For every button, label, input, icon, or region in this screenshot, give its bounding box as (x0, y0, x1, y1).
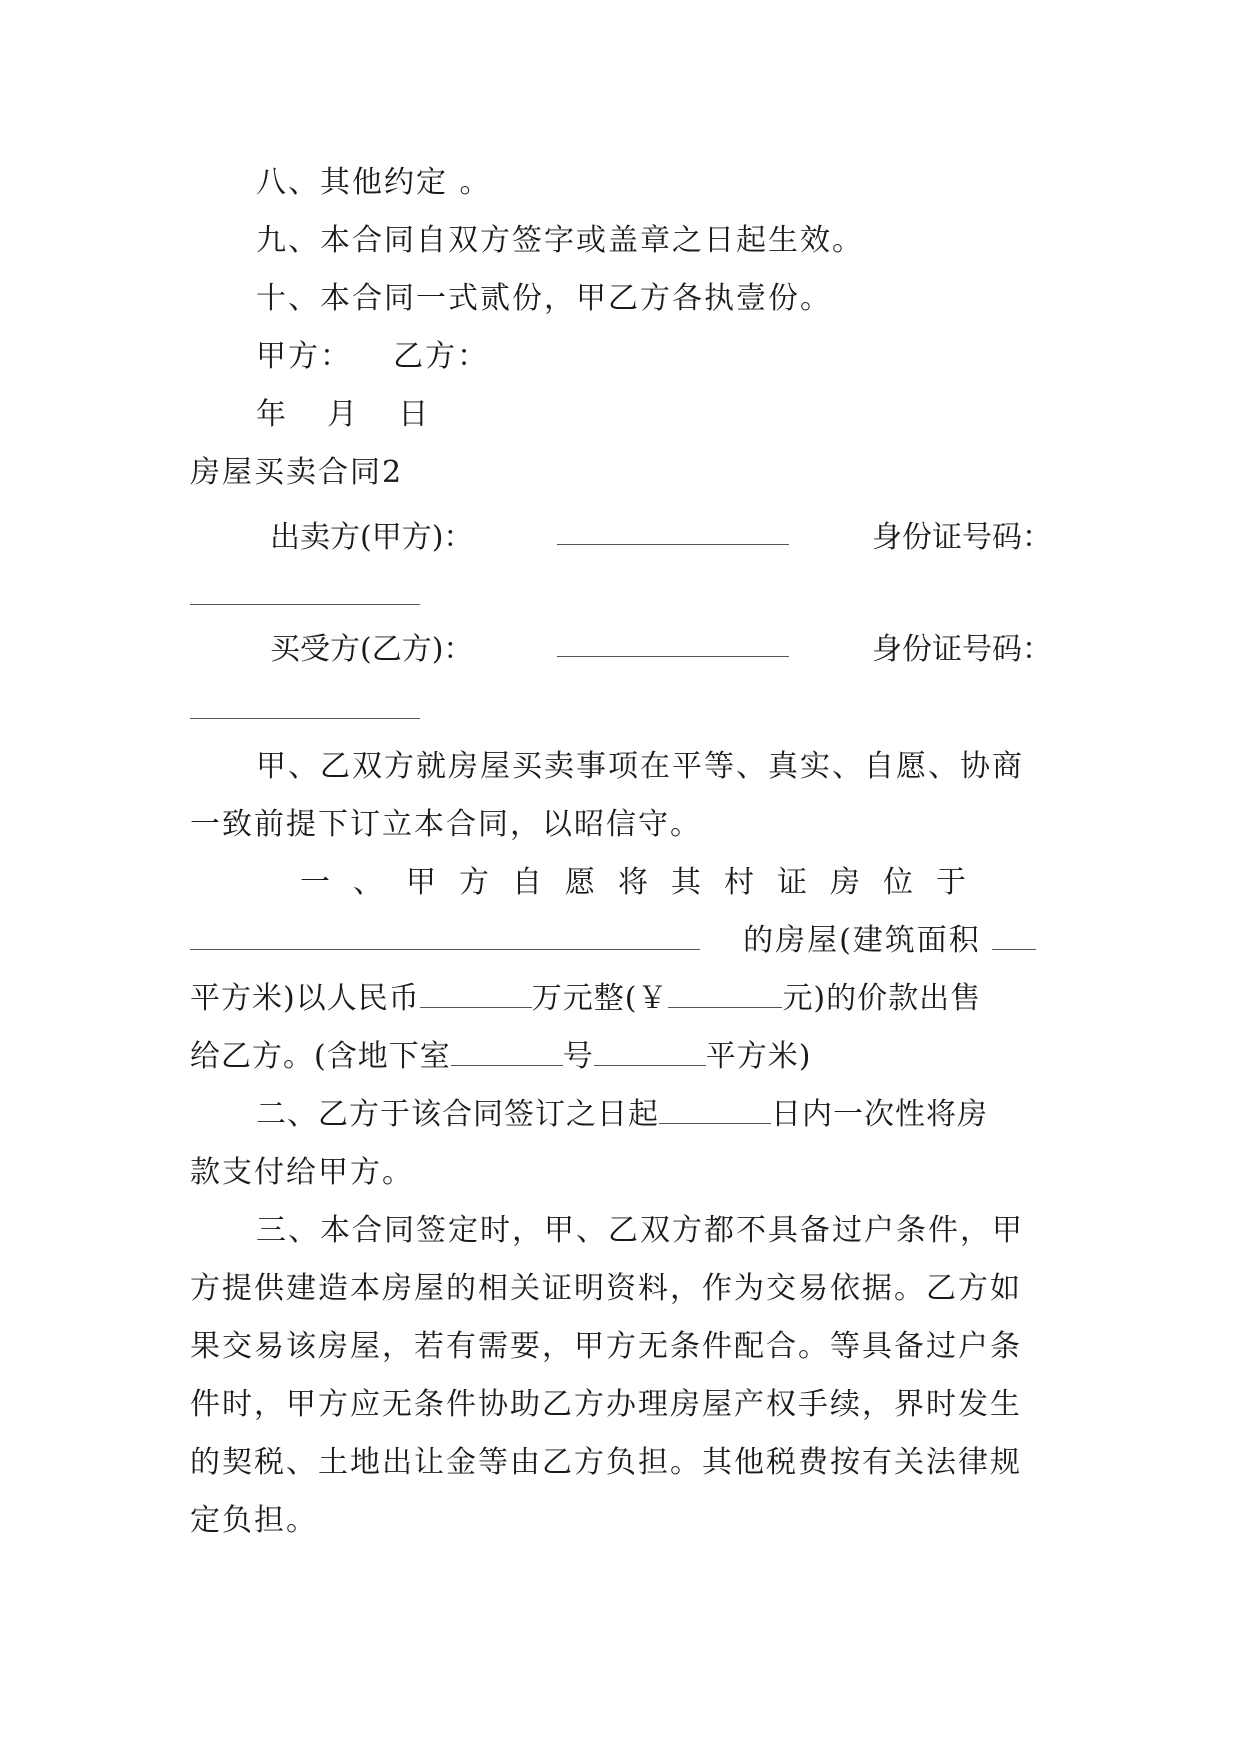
basement-area-blank (594, 1039, 706, 1066)
price-suffix: 元)的价款出售 (782, 981, 982, 1016)
seller-id-label: 身份证号码： (871, 520, 1052, 555)
clause-3-line-2: 方提供建造本房屋的相关证明资料，作为交易依据。乙方如 (190, 1271, 1022, 1306)
clause-3-line-3: 果交易该房屋，若有需要，甲方无条件配合。等具备过户条 (190, 1329, 1022, 1364)
preamble-line-1: 甲、乙双方就房屋买卖事项在平等、真实、自愿、协商 (256, 749, 1024, 784)
date-year: 年 (256, 397, 288, 432)
seller-line (270, 518, 1052, 558)
preamble-line-2: 一致前提下订立本合同，以昭信守。 (190, 807, 702, 842)
clause-8-other-agreements: 八、其他约定 。 (256, 165, 492, 200)
basement-number-label: 号 (562, 1039, 594, 1074)
date-month: 月 (327, 397, 360, 432)
price-wan-label: 万元整(￥ (531, 981, 669, 1016)
clause-1-line-4 (190, 1037, 1052, 1077)
buyer-line (270, 630, 1052, 670)
basement-number-blank (451, 1039, 563, 1066)
payment-suffix: 日内一次性将房 (771, 1097, 988, 1132)
date-day: 日 (398, 397, 431, 432)
signature-date (256, 395, 1118, 435)
clause-2-line-1 (256, 1095, 1052, 1135)
price-prefix: 平方米)以人民币 (190, 981, 420, 1016)
basement-label: 给乙方。(含地下室 (190, 1039, 451, 1074)
seller-id-line (190, 576, 1052, 616)
clause-3-line-4: 件时，甲方应无条件协助乙方办理房屋产权手续，界时发生 (190, 1387, 1022, 1422)
price-wan-blank (420, 981, 532, 1008)
buyer-name-blank (557, 630, 789, 657)
payment-prefix: 二、乙方于该合同签订之日起 (256, 1097, 659, 1132)
buyer-id-line (190, 690, 1052, 730)
clause-2-line-2: 款支付给甲方。 (190, 1155, 414, 1190)
clause-3-line-5: 的契税、土地出让金等由乙方负担。其他税费按有关法律规 (190, 1445, 1022, 1480)
buyer-id-blank (190, 692, 420, 719)
seller-id-blank (190, 578, 420, 605)
clause-3-line-1: 三、本合同签定时，甲、乙双方都不具备过户条件，甲 (256, 1213, 1024, 1248)
party-b-label: 乙方： (393, 339, 490, 374)
clause-3-line-6: 定负担。 (190, 1503, 318, 1538)
clause-1-line-1: 一、甲方自愿将其村证房位于 (300, 865, 989, 900)
seller-name-blank (557, 518, 789, 545)
floor-area-label: 的房屋(建筑面积 (743, 923, 981, 958)
payment-days-blank (659, 1097, 771, 1124)
clause-1-line-3 (190, 979, 1052, 1019)
clause-1-line-2 (190, 921, 1052, 961)
party-a-label: 甲方： (256, 339, 352, 374)
clause-9-effective-date: 九、本合同自双方签字或盖章之日起生效。 (256, 223, 864, 258)
price-yuan-blank (668, 981, 782, 1008)
seller-label: 出卖方(甲方)： (270, 520, 474, 555)
house-location-blank (190, 923, 700, 950)
buyer-id-label: 身份证号码： (871, 632, 1052, 667)
section-title: 房屋买卖合同2 (190, 455, 404, 490)
clause-10-copies: 十、本合同一式贰份，甲乙方各执壹份。 (256, 281, 832, 316)
floor-area-blank (992, 923, 1036, 950)
signature-parties (256, 337, 1118, 377)
buyer-label: 买受方(乙方)： (270, 632, 474, 667)
basement-area-label: 平方米) (705, 1039, 812, 1074)
